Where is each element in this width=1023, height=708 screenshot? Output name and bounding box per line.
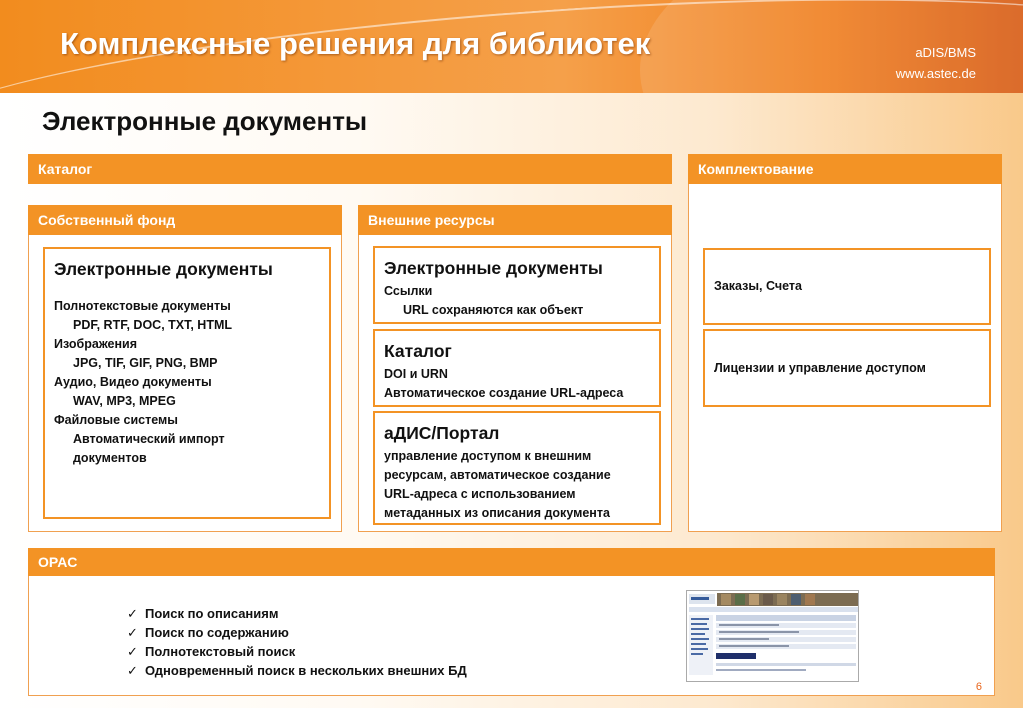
checkmark-icon: ✓ xyxy=(127,625,138,640)
external-line: ресурсам, автоматическое создание xyxy=(384,468,611,482)
own-fund-title: Электронные документы xyxy=(54,259,273,279)
page-title: Электронные документы xyxy=(42,106,368,136)
opac-screenshot-thumbnail xyxy=(686,590,859,682)
catalog-bar: Каталог xyxy=(28,154,672,184)
list-item: Файловые системы xyxy=(54,413,178,427)
list-item: ✓ Одновременный поиск в нескольких внешних БД xyxy=(127,663,467,678)
list-item: Автоматический импорт xyxy=(73,432,225,446)
acquisition-item: Лицензии и управление доступом xyxy=(714,360,926,375)
checkmark-icon: ✓ xyxy=(127,606,138,621)
own-fund-header: Собственный фонд xyxy=(28,205,342,235)
header-title: Комплексные решения для библиотек xyxy=(60,26,651,61)
list-item: Аудио, Видео документы xyxy=(54,375,212,389)
acquisition-item: Заказы, Счета xyxy=(714,279,802,293)
page-number: 6 xyxy=(975,681,982,693)
external-box-documents xyxy=(373,246,661,324)
checkmark-icon: ✓ xyxy=(127,663,138,678)
list-item: Изображения xyxy=(54,337,138,351)
external-box-portal xyxy=(373,411,661,525)
external-line: URL-адреса с использованием xyxy=(384,487,576,501)
acquisition-box-licenses xyxy=(703,329,991,407)
list-item: ✓ Полнотекстовый поиск xyxy=(127,644,296,659)
external-line: URL сохраняются как объект xyxy=(403,303,584,317)
external-box-title: Каталог xyxy=(384,341,452,361)
checkmark-icon: ✓ xyxy=(127,644,138,659)
opac-feature-list xyxy=(127,604,467,680)
list-item: ✓ Поиск по описаниям xyxy=(127,606,279,621)
header-banner xyxy=(0,0,1023,93)
website-link[interactable]: www.astec.de xyxy=(895,66,976,81)
list-item: PDF, RTF, DOC, TXT, HTML xyxy=(73,318,233,332)
acquisition-box-orders xyxy=(703,248,991,325)
external-line: управление доступом к внешним xyxy=(384,449,592,463)
acquisition-header: Комплектование xyxy=(688,154,1002,184)
opac-screenshot-image xyxy=(687,591,859,682)
external-line: DOI и URN xyxy=(384,367,448,381)
external-box-title: Электронные документы xyxy=(384,258,603,278)
opac-header: OPAC xyxy=(28,548,995,576)
list-item: документов xyxy=(73,451,147,465)
external-line: метаданных из описания документа xyxy=(384,506,610,520)
external-header: Внешние ресурсы xyxy=(358,205,672,235)
external-line: Автоматическое создание URL-адреса xyxy=(384,386,624,400)
external-box-title: аДИС/Портал xyxy=(384,423,500,443)
brand-name: aDIS/BMS xyxy=(915,45,976,60)
list-item: Полнотекстовые документы xyxy=(54,299,231,313)
list-item: JPG, TIF, GIF, PNG, BMP xyxy=(73,356,218,370)
external-box-catalog xyxy=(373,329,661,407)
external-line: Ссылки xyxy=(384,284,433,298)
list-item: ✓ Поиск по содержанию xyxy=(127,625,289,640)
list-item: WAV, MP3, MPEG xyxy=(73,394,176,408)
header-info xyxy=(896,42,976,84)
own-fund-box xyxy=(43,247,331,519)
